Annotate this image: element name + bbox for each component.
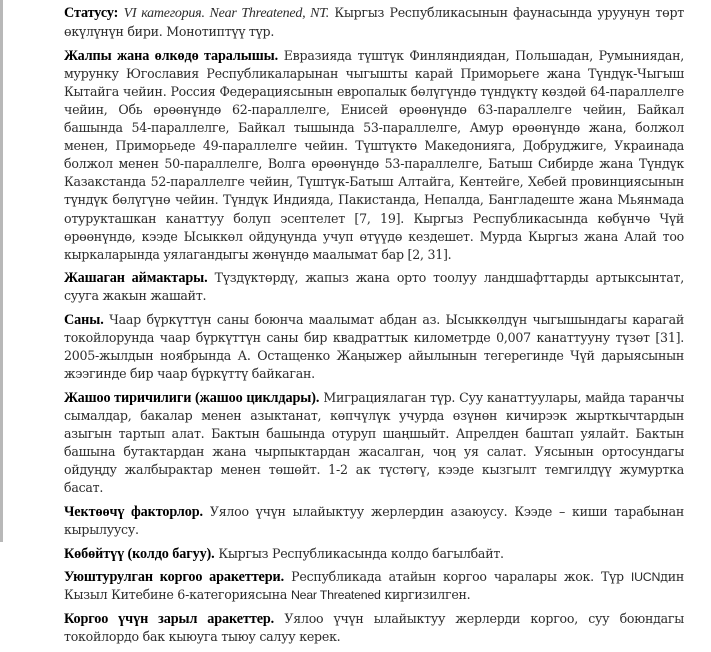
section-heading: Жалпы жана өлкөдө таралышы. <box>64 47 279 64</box>
document-page <box>64 4 684 652</box>
section-text: Уялоо үчүн ылайыктуу жерлерди коргоо, суу боюндагы токойлордо бак кыюуга тыюу салуу керек. <box>64 610 684 644</box>
page-left-border <box>0 0 3 542</box>
section-text: Түздүктөрдү, жапыз жана орто тоолуу ландшафттарды артыксынтат, сууга жакын жашайт. <box>64 270 684 304</box>
section-text: Чаар бүркүттүн саны боюнча маалымат абдан аз. Ысыккөлдүн чыгышындагы карагай токойлорунда чаар бүркүттүн саны бир квадраттык километрде 0,007 канаттууну түзөт [31]. 2005-жылдын ноябрында А. Остащенко Жаңыжер айылынын тегерегинде Чүй дарыясынын жээгинде бир чаар бүркүттү байкаган. <box>64 312 684 382</box>
section-heading: Коргоо үчүн зарыл аракеттер. <box>64 610 275 627</box>
iucn-label: IUCN <box>630 570 661 585</box>
section-heading: Чектөөчү факторлор. <box>64 503 203 520</box>
section-population <box>64 311 684 383</box>
section-text: дин Кызыл Китебине 6-категориясына <box>64 569 684 603</box>
section-required-actions <box>64 610 684 646</box>
section-status <box>64 4 684 41</box>
near-threatened-label: Near Threatened <box>290 588 381 603</box>
section-text: Кыргыз Республикасынын фаунасында уруунун төрт өкүлүнүн бири. Монотиптүү түр. <box>64 5 684 40</box>
section-heading: Саны. <box>64 312 104 328</box>
section-conservation-measures <box>64 568 684 604</box>
section-heading: Жашаган аймактары. <box>64 270 208 287</box>
section-limiting-factors <box>64 503 684 539</box>
section-text: Миграциялаган түр. Суу канаттуулары, майда таранчы сымалдар, бакалар менен азыктанат, көпчүлүк учурда өзүнөн кичирээк жырткычтардын азыгын тартып алат. Бактын башында отуруп шаңшыйт. Апрелден баштап уялайт. Бактын башына бутактардан жана чырпыктардан жасалган, чоң уя салат. Уясынын ортосундагы ойдуңду жалбырактар менен төшөйт. 1-2 ак түстөгү, кээде кызгылт темгилдүү жумуртка басат. <box>64 389 684 496</box>
section-heading: Статусу: <box>64 5 119 21</box>
section-distribution <box>64 47 684 264</box>
section-heading: Көбөйтүү (колдо багуу). <box>64 545 215 562</box>
section-heading: Уюштурулган коргоо аракеттери. <box>64 569 285 586</box>
section-text: Евразияда түштүк Финляндиядан, Польшадан, Румыниядан, мурунку Югославия Республикаларынан чыгышты карай Приморьеге жана Түндүк-Чыгыш Кытайга чейин. Россия Федерациясынын европалык бөлүгүндө түндүктү көздөй 64-параллелге чейин, Обь өрөөнүндө 62-параллелге, Енисей өрөөнүндө 63-параллелге чейин, Байкал башында 54-параллелге, Байкал тышында 53-параллелге, Амур өрөөнүндө жана, болжол менен, Приморьеде 49-параллелге чейин. Түштүктө Македонияга, Добруджиге, Украинада болжол менен 50-параллелге, Волга өрөөнүндө 53-параллелге, Батыш Сибирде жана Түндүк Казакстанда 52-параллелге чейин, Түштүк-Батыш Алтайга, Кентейге, Хебей провинциясынын түндүк бөлүгүнө чейин. Түндүк Индияда, Пакистанда, Непалда, Бангладеште жана Мьянмада отурукташкан канаттуу болуп эсептелет [7, 19]. Кыргыз Республикасында көбүнчө Чүй өрөөнүндө, кээде Ысыккөл ойдуңунда учуп өтүүдө кездешет. Мурда Кыргыз жана Алай тоо кыркаларында уялагандыгы жөнүндө маалымат бар [2, 31]. <box>64 47 684 262</box>
section-heading: Жашоо тиричилиги (жашоо циклдары). <box>64 389 320 406</box>
section-text: Кыргыз Республикасында колдо багылбайт. <box>214 545 504 561</box>
section-text: Уялоо үчүн ылайыктуу жерлердин азаюусу. Кээде – киши тарабынан кырылуусу. <box>64 503 684 538</box>
section-life-cycle <box>64 389 684 498</box>
section-habitat <box>64 269 684 305</box>
section-text: Республикада атайын коргоо чаралары жок. Түр <box>284 569 631 585</box>
section-captive-breeding <box>64 545 684 563</box>
section-text: киргизилген. <box>380 587 471 603</box>
status-category: VI категория. Near Threatened, NT. <box>123 6 330 21</box>
